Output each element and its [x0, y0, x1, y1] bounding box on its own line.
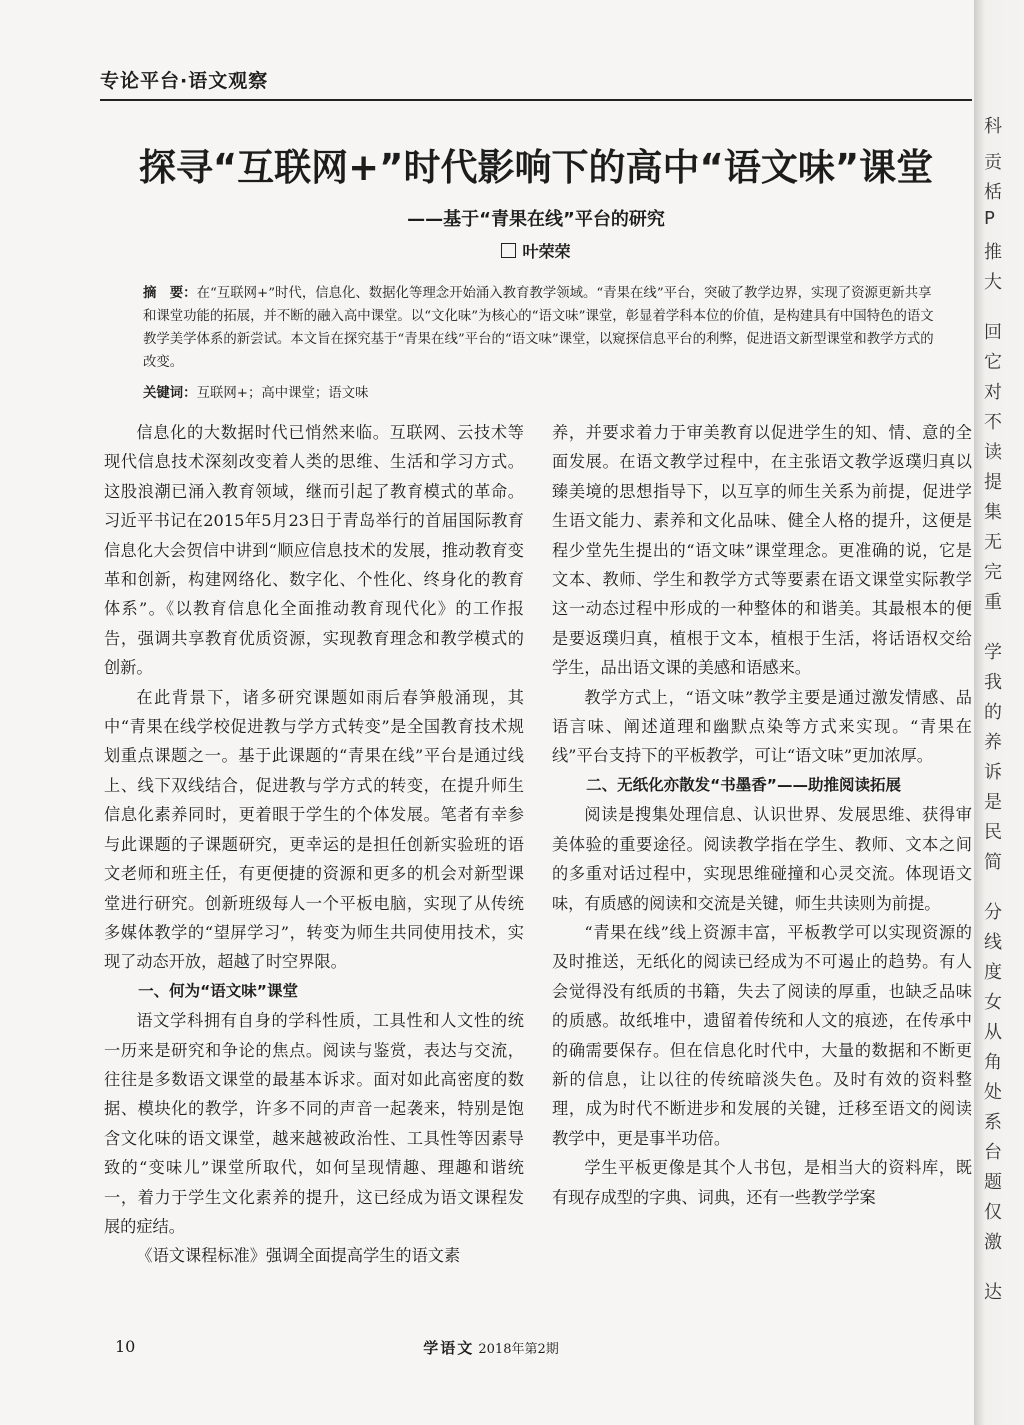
edge-fragment: 激 — [984, 1232, 1002, 1253]
edge-fragment: 系 — [984, 1112, 1002, 1133]
abstract-text: 在“互联网+”时代，信息化、数据化等理念开始涌入教育教学领域。“青果在线”平台，突破了教学边界，实现了资源更新共享和课堂功能的拓展，并不断的融入高中课堂。以“文化味”为核心的“语文味”课堂，彰显着学科本位的价值，是构建具有中国特色的语文教学美学体系的新尝试。本文旨在探究基于“青果在线”平台的“语文味”课堂，以窥探信息平台的利弊，促进语文新型课堂和教学方式的改变。 — [143, 286, 934, 370]
paragraph: 学生平板更像是其个人书包，是相当大的资料库，既有现存成型的字典、词典，还有一些教学学案 — [552, 1158, 972, 1207]
edge-fragment: 角 — [984, 1052, 1002, 1073]
paragraph: 在此背景下，诸多研究课题如雨后春笋般涌现，其中“青果在线学校促进教与学方式转变”是全国教育技术规划重点课题之一。基于此课题的“青果在线”平台是通过线上、线下双线结合，促进教与学方式的转变，在提升师生信息化素养同时，更着眼于学生的个体发展。笔者有幸参与此课题的子课题研究，更幸运的是担任创新实验班的语文老师和班主任，有更便捷的资源和更多的机会对新型课堂进行研究。创新班级每人一个平板电脑，实现了从传统多媒体教学的“望屏学习”，转变为师生共同使用技术，实现了动态开放，超越了时空界限。 — [104, 687, 524, 972]
left-column — [104, 418, 524, 1271]
author-name: 叶荣荣 — [522, 242, 571, 261]
edge-fragment: 养 — [984, 732, 1002, 753]
edge-fragment: 大 — [984, 272, 1002, 293]
issue-label: 2018年第2期 — [478, 1342, 559, 1357]
edge-fragment: 栝 — [984, 182, 1002, 203]
keywords-label: 关键词： — [143, 386, 197, 401]
keywords-text: 互联网+；高中课堂；语文味 — [196, 386, 369, 401]
abstract-label: 摘 要： — [143, 286, 197, 301]
paragraph: “青果在线”线上资源丰富，平板教学可以实现资源的及时推送，无纸化的阅读已经成为不可遏止的趋势。有人会觉得没有纸质的书籍，失去了阅读的厚重，也缺乏品味的质感。故纸堆中，遗留着传统和人文的痕迹，在传承中的确需要保存。但在信息化时代中，大量的数据和不断更新的信息，让以往的传统暗淡失色。及时有效的资料整理，成为时代不断进步和发展的关键，迁移至语文的阅读教学中，更是事半功倍。 — [552, 922, 972, 1148]
author-line — [100, 239, 972, 262]
edge-fragment: 贡 — [984, 152, 1002, 173]
magazine-name: 学语文 — [423, 1339, 475, 1357]
edge-fragment: 度 — [984, 962, 1002, 983]
edge-fragment: 回 — [984, 322, 1002, 343]
edge-fragment: 学 — [984, 642, 1002, 663]
edge-fragment: 线 — [984, 932, 1002, 953]
section-header: 专论平台·语文观察 — [100, 70, 269, 92]
abstract — [143, 282, 943, 374]
edge-fragment: 处 — [984, 1082, 1002, 1103]
edge-fragment: 完 — [984, 562, 1002, 583]
edge-fragment: 对 — [984, 382, 1002, 403]
header-rule — [100, 99, 972, 101]
edge-fragment: 民 — [984, 822, 1002, 843]
paragraph: 养，并要求着力于审美教育以促进学生的知、情、意的全面发展。在语文教学过程中，在主张语文教学返璞归真以臻美境的思想指导下，以互享的师生关系为前提，促进学生语文能力、素养和文化品味、健全人格的提升，这便是程少堂先生提出的“语文味”课堂理念。更准确的说，它是文本、教师、学生和教学方式等要素在语文课堂实际教学这一动态过程中形成的一种整体的和谐美。其最根本的便是要返璞归真，植根于文本，植根于生活，将话语权交给学生，品出语文课的美感和语感来。 — [552, 423, 972, 678]
edge-fragment: 简 — [984, 852, 1002, 873]
edge-fragment: 的 — [984, 702, 1002, 723]
edge-fragment: 提 — [984, 472, 1002, 493]
edge-fragment: 达 — [984, 1282, 1002, 1303]
edge-fragment: 仅 — [984, 1202, 1002, 1223]
edge-fragment: 它 — [984, 352, 1002, 373]
paragraph: 信息化的大数据时代已悄然来临。互联网、云技术等现代信息技术深刻改变着人类的思维、生活和学习方式。这股浪潮已涌入教育领域，继而引起了教育模式的革命。习近平书记在2015年5月23日于青岛举行的首届国际教育信息化大会贺信中讲到“顺应信息技术的发展，推动教育变革和创新，构建网络化、数字化、个性化、终身化的教育体系”。《以教育信息化全面推动教育现代化》的工作报告，强调共享教育优质资源，实现教育理念和教学模式的创新。 — [104, 423, 524, 678]
keywords — [143, 382, 943, 401]
adjacent-page-edge — [974, 0, 1024, 1425]
edge-fragment: 科 — [984, 116, 1002, 137]
edge-fragment: 集 — [984, 502, 1002, 523]
edge-fragment: 台 — [984, 1142, 1002, 1163]
edge-fragment: 我 — [984, 672, 1002, 693]
article-subtitle: ——基于“青果在线”平台的研究 — [407, 209, 665, 230]
edge-fragment: 从 — [984, 1022, 1002, 1043]
paragraph: 语文学科拥有自身的学科性质，工具性和人文性的统一历来是研究和争论的焦点。阅读与鉴赏，表达与交流，往往是多数语文课堂的最基本诉求。面对如此高密度的数据、模块化的教学，许多不同的声音一起袭来，特别是饱含文化味的语文课堂，越来越被政治性、工具性等因素导致的“变味儿”课堂所取代，如何呈现情趣、理趣和谐统一，着力于学生文化素养的提升，这已经成为语文课程发展的症结。 — [104, 1011, 524, 1236]
section-heading: 一、何为“语文味”课堂 — [138, 981, 298, 1000]
edge-fragment: 诉 — [984, 762, 1002, 783]
edge-fragment: 重 — [984, 592, 1002, 613]
article-title: 探寻“互联网+”时代影响下的高中“语文味”课堂 — [138, 146, 934, 189]
section-heading: 二、无纸化亦散发“书墨香”——助推阅读拓展 — [586, 775, 901, 794]
right-column — [552, 418, 972, 1212]
edge-fragment: 女 — [984, 992, 1002, 1013]
edge-fragment: 推 — [984, 242, 1002, 263]
page-number: 10 — [115, 1337, 136, 1356]
author-box-icon — [501, 243, 516, 258]
edge-fragment: 分 — [984, 902, 1002, 923]
magazine-footer — [0, 1337, 982, 1358]
edge-fragment: 题 — [984, 1172, 1002, 1193]
edge-fragment: P — [984, 208, 995, 229]
edge-fragment: 不 — [984, 412, 1002, 433]
edge-fragment: 无 — [984, 532, 1002, 553]
paragraph: 《语文课程标准》强调全面提高学生的语文素 — [136, 1246, 461, 1266]
edge-fragment: 是 — [984, 792, 1002, 813]
edge-fragment: 读 — [984, 442, 1002, 463]
paragraph: 教学方式上，“语文味”教学主要是通过激发情感、品语言味、阐述道理和幽默点染等方式来实现。“青果在线”平台支持下的平板教学，可让“语文味”更加浓厚。 — [552, 687, 972, 766]
paragraph: 阅读是搜集处理信息、认识世界、发展思维、获得审美体验的重要途径。阅读教学指在学生、教师、文本之间的多重对话过程中，实现思维碰撞和心灵交流。体现语文味，有质感的阅读和交流是关键，师生共读则为前提。 — [552, 805, 972, 913]
